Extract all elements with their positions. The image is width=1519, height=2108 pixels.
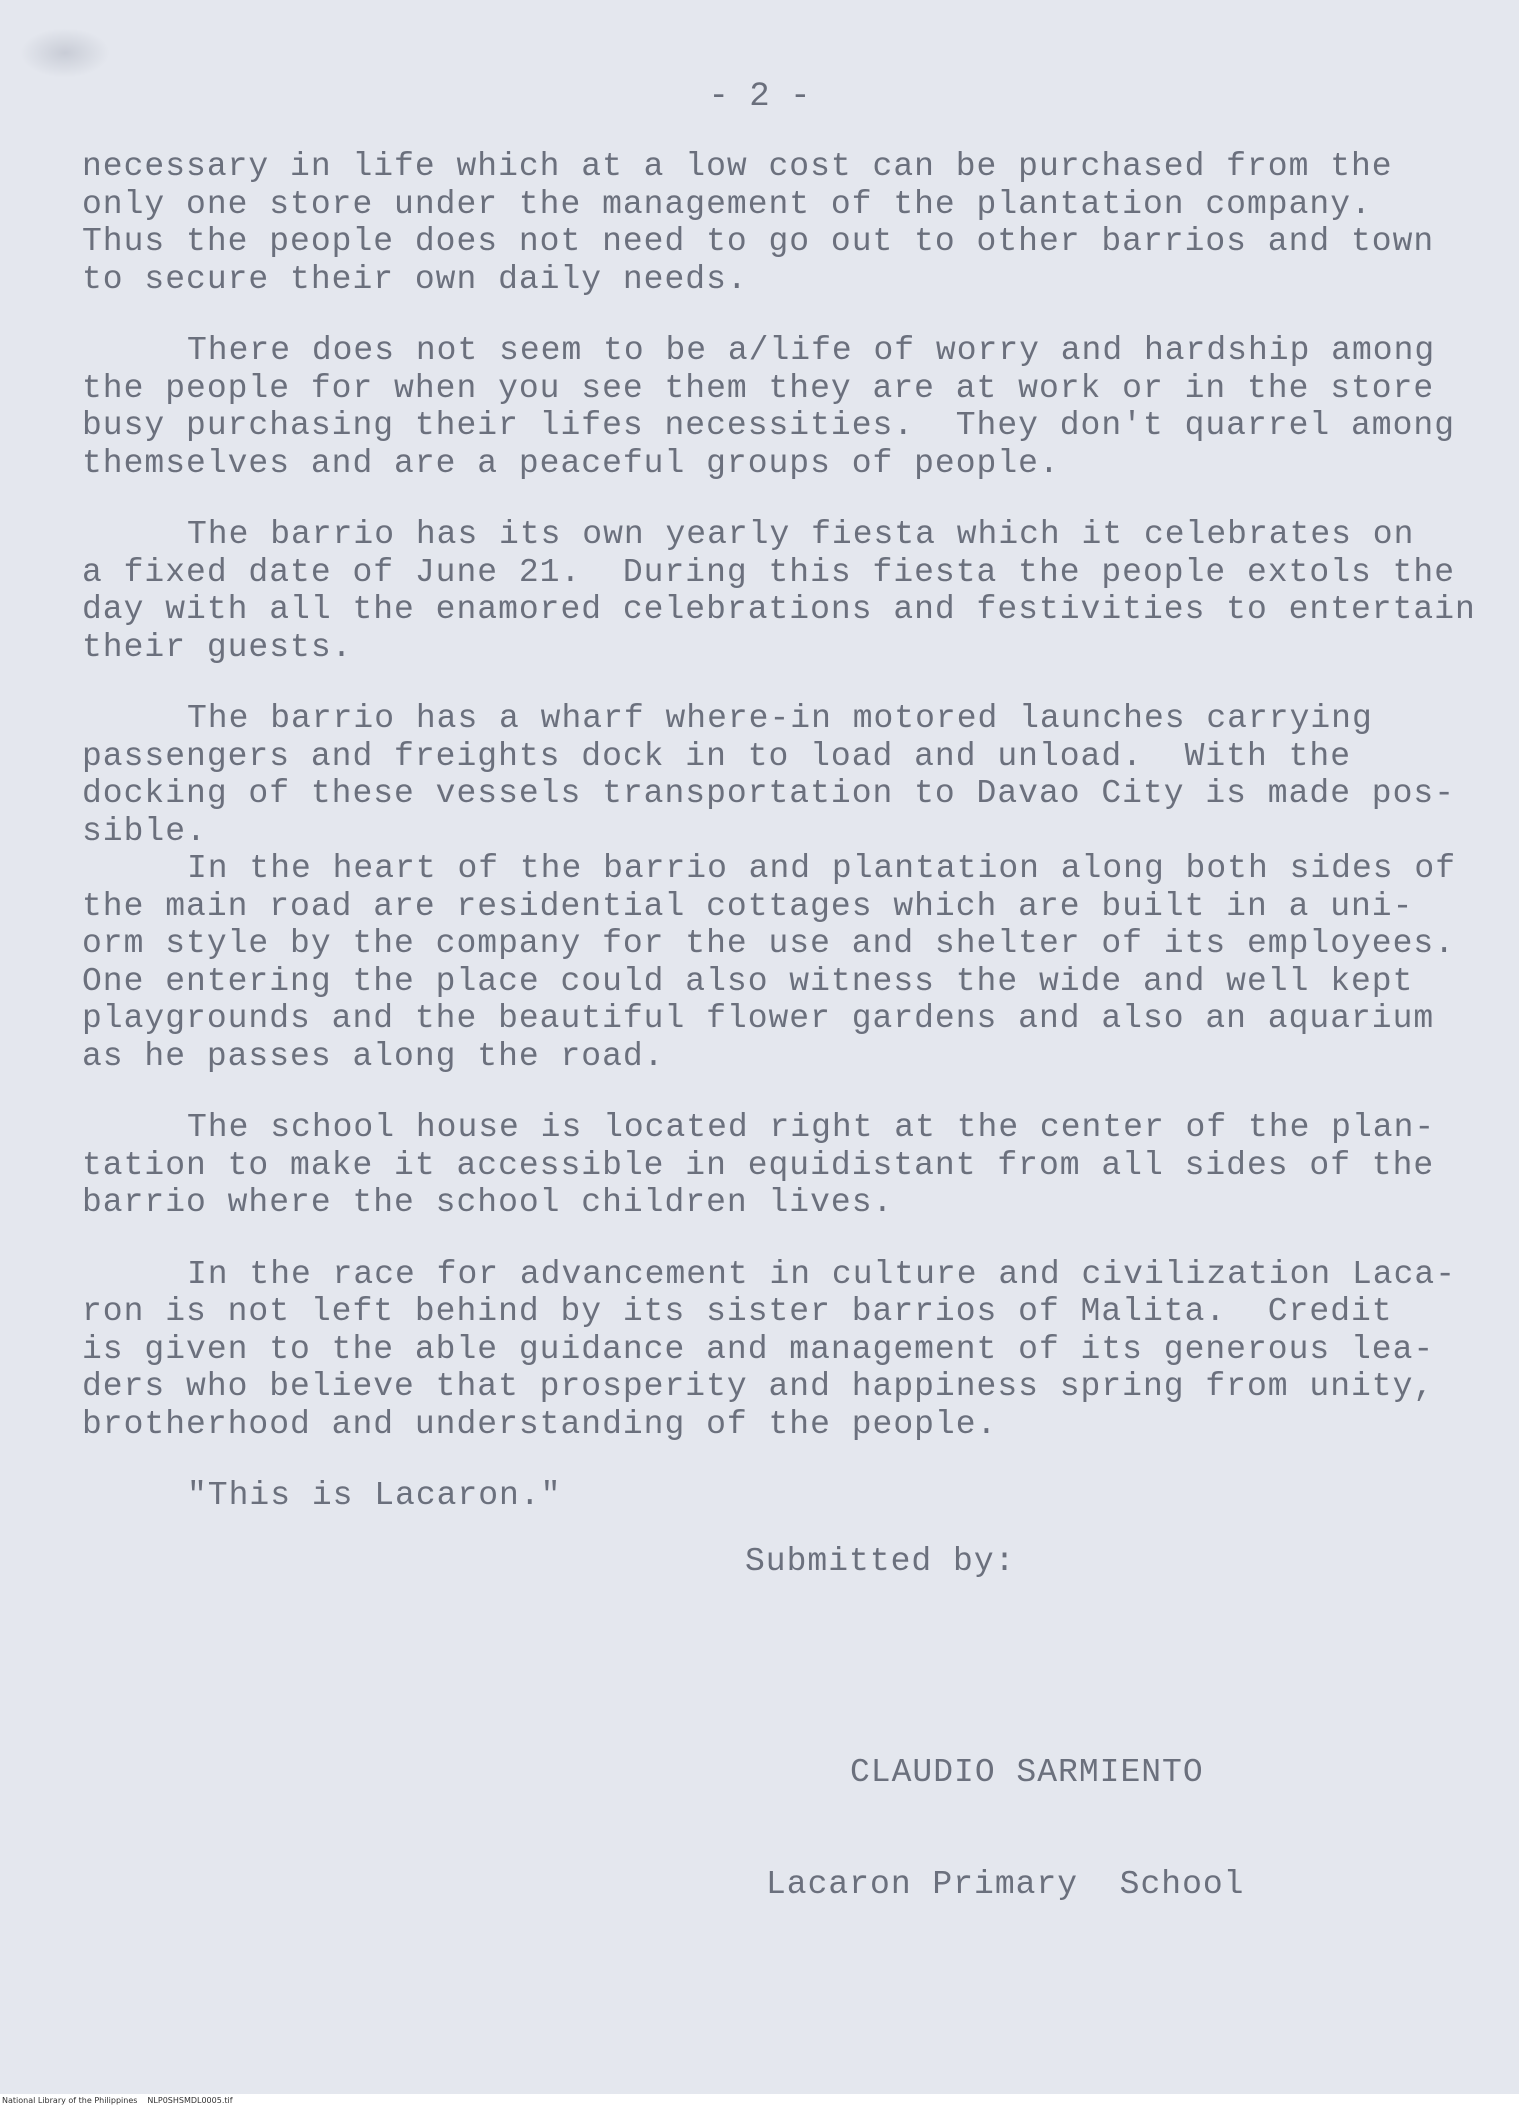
closing-quote: "This is Lacaron." xyxy=(187,1477,562,1514)
text-line: the people for when you see them they are at work or in the store xyxy=(82,369,1435,407)
text-line: Thus the people does not need to go out to other barrios and town xyxy=(82,223,1435,260)
page-number: - 2 - xyxy=(708,78,811,116)
submitted-by-label: Submitted by: xyxy=(745,1543,1016,1580)
text-line: sible. xyxy=(82,812,207,850)
text-line: their guests. xyxy=(82,628,353,666)
text-line: ders who believe that prosperity and happiness spring from unity, xyxy=(82,1368,1435,1405)
text-line: In the race for advancement in culture and civilization Laca- xyxy=(187,1255,1456,1293)
text-line: only one store under the management of the plantation company. xyxy=(82,185,1372,223)
footer-library: National Library of the Philippines xyxy=(2,2096,138,2105)
text-line: brotherhood and understanding of the people. xyxy=(82,1405,998,1443)
text-line: The barrio has its own yearly fiesta which it celebrates on xyxy=(187,516,1415,553)
paragraph-5 xyxy=(82,850,1482,1075)
signer-school: Lacaron Primary School xyxy=(766,1866,1245,1903)
text-line: barrio where the school children lives. xyxy=(82,1184,894,1221)
paragraph-1 xyxy=(82,148,1482,298)
text-line: The barrio has a wharf where-in motored launches carrying xyxy=(187,700,1373,737)
text-line: a fixed date of June 21. During this fiesta the people extols the xyxy=(82,553,1456,591)
text-line: themselves and are a peaceful groups of people. xyxy=(82,444,1060,482)
paragraph-6 xyxy=(82,1109,1482,1222)
document-body xyxy=(82,148,1482,1551)
text-line: passengers and freights dock in to load and unload. With the xyxy=(82,737,1351,775)
paragraph-3 xyxy=(82,516,1482,666)
paper-smudge xyxy=(20,28,110,78)
paragraph-7 xyxy=(82,1256,1482,1444)
text-line: as he passes along the road. xyxy=(82,1037,665,1075)
text-line: tation to make it accessible in equidistant from all sides of the xyxy=(82,1146,1435,1184)
text-line: is given to the able guidance and management of its generous lea- xyxy=(82,1330,1435,1368)
text-line: day with all the enamored celebrations and festivities to entertain xyxy=(82,591,1476,628)
text-line: playgrounds and the beautiful flower gardens and also an aquarium xyxy=(82,1000,1435,1037)
text-line: the main road are residential cottages which are built in a uni- xyxy=(82,887,1414,925)
signer-name: CLAUDIO SARMIENTO xyxy=(850,1754,1204,1791)
text-line: necessary in life which at a low cost can be purchased from the xyxy=(82,148,1393,185)
text-line: One entering the place could also witness the wide and well kept xyxy=(82,962,1414,1000)
scan-footer xyxy=(0,2094,1519,2108)
text-line: The school house is located right at the center of the plan- xyxy=(187,1109,1436,1146)
signature-block xyxy=(766,1680,1244,1978)
text-line: There does not seem to be a/life of worry and hardship among xyxy=(187,332,1436,369)
text-line: orm style by the company for the use and shelter of its employees. xyxy=(82,925,1456,962)
text-line: In the heart of the barrio and plantation along both sides of xyxy=(187,850,1456,887)
text-line: to secure their own daily needs. xyxy=(82,260,748,298)
text-line: ron is not left behind by its sister barrios of Malita. Credit xyxy=(82,1293,1393,1330)
paragraph-4 xyxy=(82,700,1482,850)
text-line: docking of these vessels transportation to Davao City is made pos- xyxy=(82,775,1456,812)
text-line: busy purchasing their lifes necessities. They don't quarrel among xyxy=(82,407,1456,444)
paragraph-2 xyxy=(82,332,1482,482)
footer-file: NLP0SHSMDL0005.tif xyxy=(147,2096,233,2105)
